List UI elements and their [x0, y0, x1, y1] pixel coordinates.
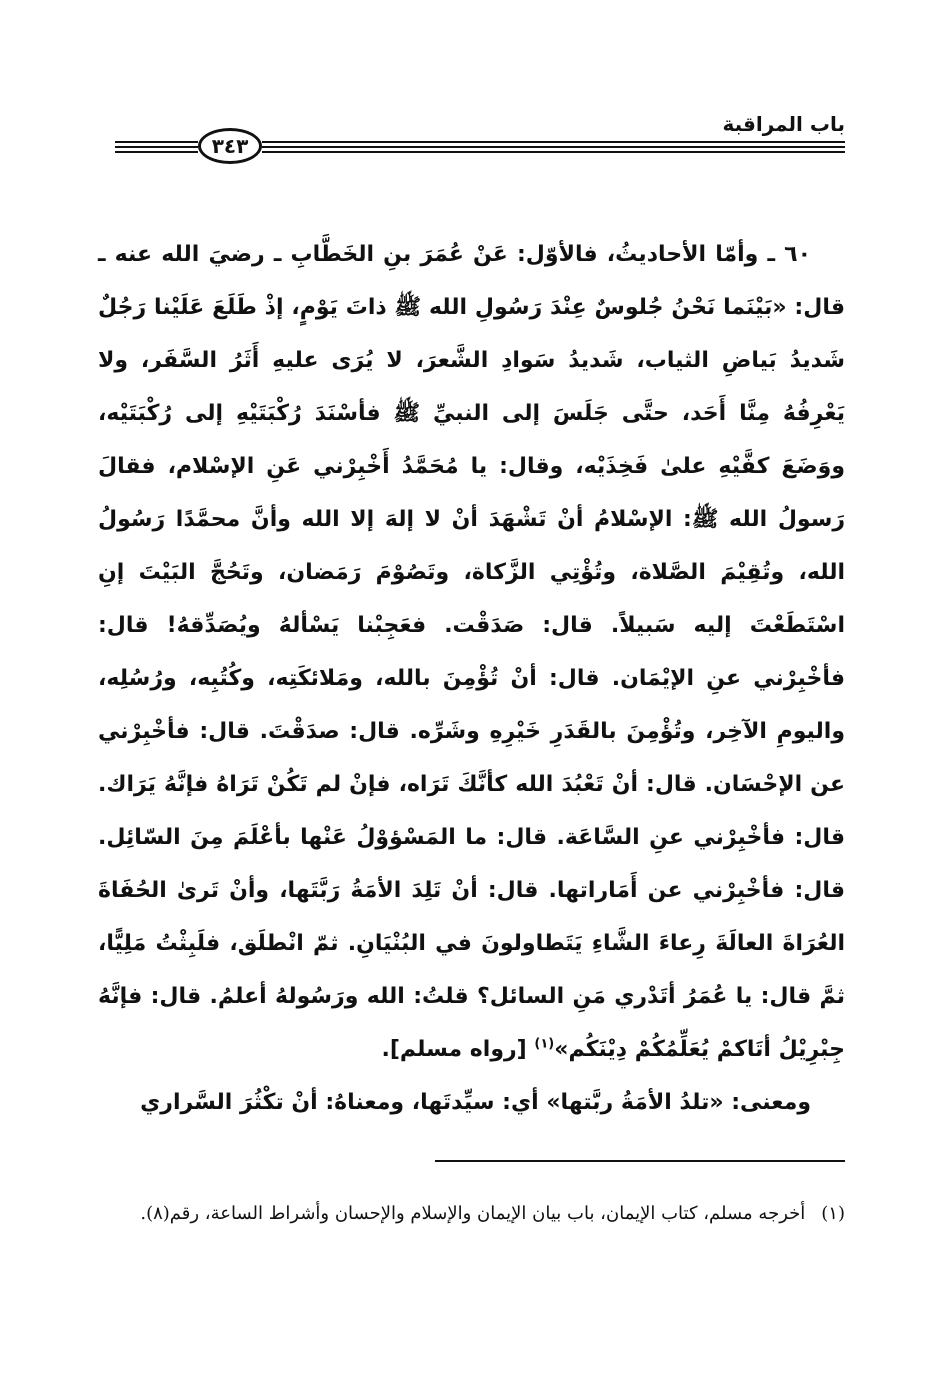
- footnote-separator: [435, 1160, 845, 1162]
- hadith-paragraph: [98, 228, 845, 1076]
- header-rule-line: [262, 146, 845, 148]
- header-rule-line: [115, 151, 198, 153]
- header-rule-line: [262, 151, 845, 153]
- footnote: [98, 1196, 845, 1232]
- chapter-title: باب المراقبة: [722, 112, 845, 136]
- footnote-marker: (١): [821, 1203, 845, 1224]
- page-number: [198, 128, 262, 164]
- page-number-text: ٣٤٣: [211, 134, 249, 158]
- header-rule-line: [115, 146, 198, 148]
- header-rule-line: [262, 141, 845, 143]
- footnote-text: أخرجه مسلم، كتاب الإيمان، باب بيان الإيمان والإسلام والإحسان وأشراط الساعة، رقم(٨).: [140, 1203, 806, 1224]
- main-text: [98, 228, 845, 1129]
- footnote-reference[interactable]: (١): [534, 1036, 555, 1052]
- hadith-text: ٦٠ ـ وأمّا الأحاديثُ، فالأوّل: عَنْ عُمَرَ بنِ الخَطَّابِ ـ رضيَ الله عنه ـ قال: «بَيْنَما نَحْنُ جُلوسٌ عِنْدَ رَسُولِ الله ﷺ ذاتَ يَوْمٍ، إذْ طَلَعَ عَلَيْنا رَجُلٌ شَديدُ بَياضِ الثياب، شَديدُ سَوادِ الشَّعرَ، لا يُرَى عليهِ أَثَرُ السَّفَر، ولا يَعْرِفُهُ مِنَّا أَحَد، حتَّى جَلَسَ إلى النبيِّ ﷺ فأسْنَدَ رُكْبَتَيْهِ إلى رُكْبَتَيْه، ووَضَعَ كفَّيْهِ علىٰ فَخِذَيْه، وقال: يا مُحَمَّدُ أَخْبِرْني عَنِ الإسْلام، فقالَ رَسولُ الله ﷺ: الإسْلامُ أنْ تَشْهَدَ أنْ لا إلهَ إلا الله وأنَّ محمَّدًا رَسُولُ الله، وتُقِيْمَ الصَّلاة، وتُؤْتِي الزَّكاة، وتَصُوْمَ رَمَضان، وتَحُجَّ البَيْتَ إنِ اسْتَطَعْتَ إليه سَبيلاً. قال: صَدَقْت. فعَجِبْنا يَسْألهُ ويُصَدِّقهُ! قال: فأخْبِرْني عنِ الإيْمَان. قال: أنْ تُؤْمِنَ بالله، ومَلائكَتِه، وكُتُبِه، ورُسُلِه، واليومِ الآخِر، وتُؤْمِنَ بالقَدَرِ خَيْرِهِ وشَرِّه. قال: صدَقْتَ. قال: فأخْبِرْني عن الإحْسَان. قال: أنْ تَعْبُدَ الله كأنَّكَ تَرَاه، فإنْ لم تَكُنْ تَرَاهُ فإنَّهُ يَرَاك. قال: فأخْبِرْني عنِ السَّاعَة. قال: ما المَسْؤوْلُ عَنْها بأعْلَمَ مِنَ السّائِل. قال: فأخْبِرْني عن أَمَاراتها. قال: أنْ تَلِدَ الأمَةُ رَبَّتَها، وأنْ تَرىٰ الحُفَاةَ العُرَاةَ العالَةَ رِعاءَ الشَّاءِ يَتَطاولونَ في البُنْيَانِ. ثمّ انْطلَق، فلَبِثْتُ مَلِيًّا، ثمَّ قال: يا عُمَرُ أتَدْري مَنِ السائل؟ قلتُ: الله ورَسُولهُ أعلمُ. قال: فإنَّهُ جِبْرِيْلُ أتَاكمْ يُعَلِّمُكُمْ دِيْنَكُم»: [98, 242, 845, 1062]
- header-rule-line: [115, 141, 198, 143]
- meaning-paragraph: ومعنى: «تلدُ الأمَةُ ربَّتها» أي: سيِّدتَها، ومعناهُ: أنْ تكْثُرَ السَّراري: [140, 1090, 811, 1115]
- hadith-source: [رواه مسلم].: [381, 1037, 535, 1062]
